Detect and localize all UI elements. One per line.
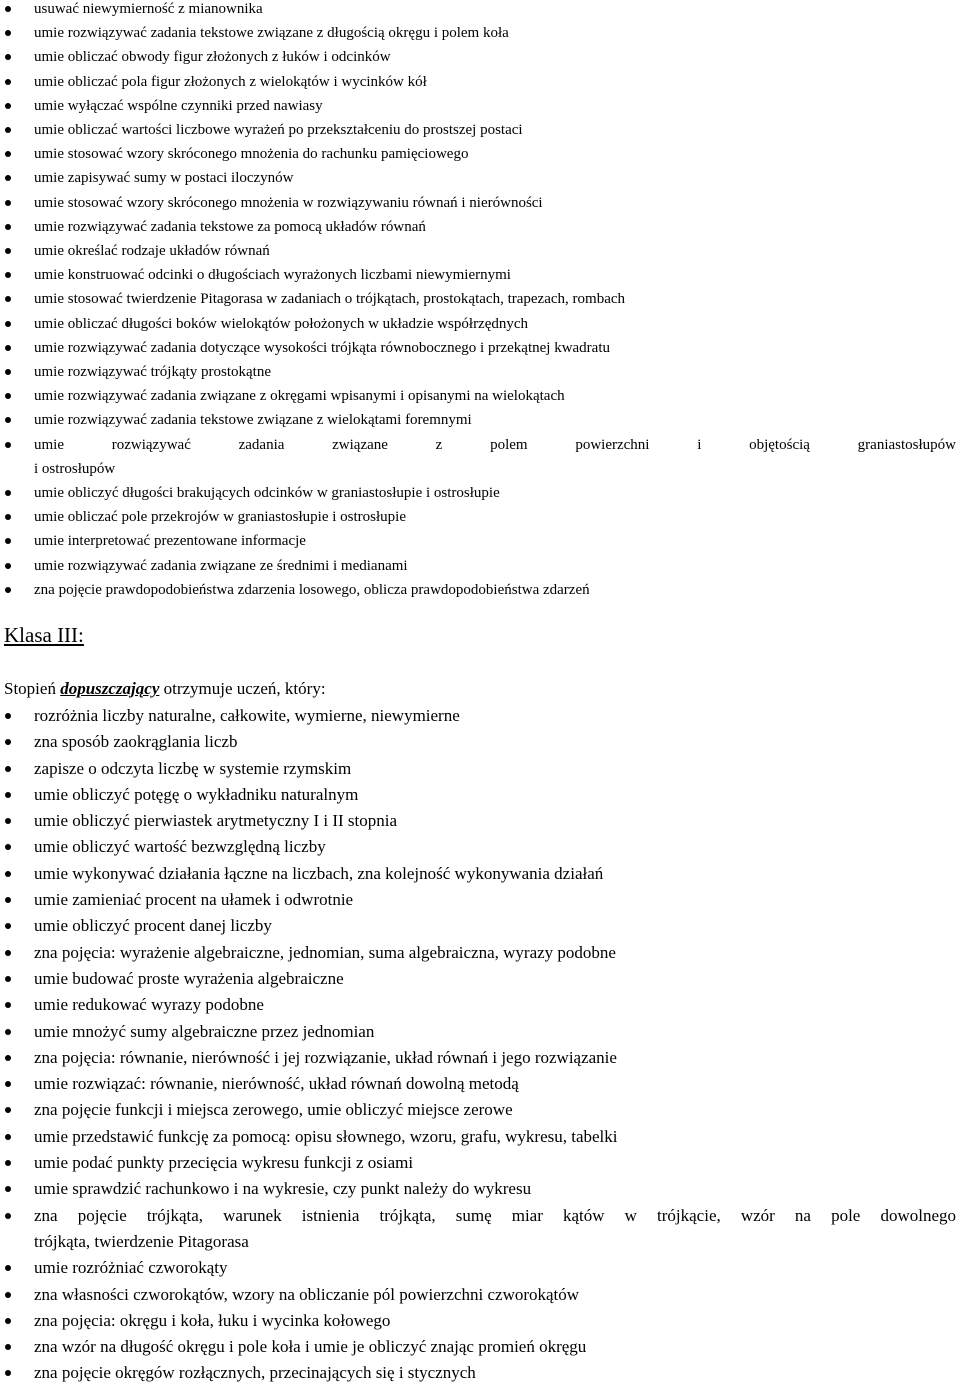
list-item: usuwać niewymierność z mianownika <box>0 0 960 21</box>
list-item: umie zapisywać sumy w postaci iloczynów <box>0 166 960 190</box>
section-heading: Klasa III: <box>4 623 84 647</box>
list-item-wrapped <box>0 1203 960 1256</box>
list-item: umie podać punkty przecięcia wykresu funkcji z osiami <box>0 1150 960 1176</box>
list-item: umie konstruować odcinki o długościach wyrażonych liczbami niewymiernymi <box>0 263 960 287</box>
list-item: umie określać rodzaje układów równań <box>0 239 960 263</box>
requirements-list-class-2 <box>0 0 960 602</box>
list-item: umie obliczać pola figur złożonych z wielokątów i wycinków kół <box>0 70 960 94</box>
list-item: zna własności czworokątów, wzory na obliczanie pól powierzchni czworokątów <box>0 1282 960 1308</box>
intro-prefix: Stopień <box>4 679 61 698</box>
list-item: umie rozwiązywać zadania tekstowe związane z wielokątami foremnymi <box>0 408 960 432</box>
list-item: umie obliczać wartości liczbowe wyrażeń po przekształceniu do prostszej postaci <box>0 118 960 142</box>
list-item: zna sposób zaokrąglania liczb <box>0 729 960 755</box>
list-item: zna pojęcie okręgów rozłącznych, przecinających się i stycznych <box>0 1360 960 1386</box>
list-item: umie zamieniać procent na ułamek i odwrotnie <box>0 887 960 913</box>
list-item: umie stosować twierdzenie Pitagorasa w zadaniach o trójkątach, prostokątach, trapezach, rombach <box>0 287 960 311</box>
list-item: umie sprawdzić rachunkowo i na wykresie, czy punkt należy do wykresu <box>0 1176 960 1202</box>
list-item: zna wzór na długość okręgu i pole koła i umie je obliczyć znając promień okręgu <box>0 1334 960 1360</box>
list-item-line: i ostrosłupów <box>34 460 116 477</box>
grade-intro <box>4 677 326 701</box>
list-item: umie redukować wyrazy podobne <box>0 992 960 1018</box>
list-item: umie obliczyć wartość bezwzględną liczby <box>0 834 960 860</box>
list-item-wrapped <box>0 433 960 481</box>
list-item: zna pojęcia: równanie, nierówność i jej rozwiązanie, układ równań i jego rozwiązanie <box>0 1045 960 1071</box>
list-item: zapisze o odczyta liczbę w systemie rzymskim <box>0 756 960 782</box>
list-item: umie wyłączać wspólne czynniki przed nawiasy <box>0 94 960 118</box>
list-item: umie rozwiązywać zadania dotyczące wysokości trójkąta równobocznego i przekątnej kwadratu <box>0 336 960 360</box>
list-item: umie budować proste wyrażenia algebraiczne <box>0 966 960 992</box>
list-item: umie rozwiązywać trójkąty prostokątne <box>0 360 960 384</box>
list-item: umie interpretować prezentowane informacje <box>0 529 960 553</box>
list-item: umie rozróżniać czworokąty <box>0 1255 960 1281</box>
list-item-line: zna pojęcie trójkąta, warunek istnienia trójkąta, sumę miar kątów w trójkącie, wzór na pole dowolnego <box>34 1205 956 1225</box>
list-item: umie stosować wzory skróconego mnożenia do rachunku pamięciowego <box>0 142 960 166</box>
list-item: umie rozwiązać: równanie, nierówność, układ równań dowolną metodą <box>0 1071 960 1097</box>
list-item: rozróżnia liczby naturalne, całkowite, wymierne, niewymierne <box>0 703 960 729</box>
list-item: umie obliczyć długości brakujących odcinków w graniastosłupie i ostrosłupie <box>0 481 960 505</box>
list-item: umie obliczyć procent danej liczby <box>0 913 960 939</box>
list-item: umie wykonywać działania łączne na liczbach, zna kolejność wykonywania działań <box>0 861 960 887</box>
list-item: umie stosować wzory skróconego mnożenia w rozwiązywaniu równań i nierówności <box>0 191 960 215</box>
intro-suffix: otrzymuje uczeń, który: <box>159 679 326 698</box>
list-item: umie mnożyć sumy algebraiczne przez jednomian <box>0 1019 960 1045</box>
list-item: umie rozwiązywać zadania tekstowe za pomocą układów równań <box>0 215 960 239</box>
list-item: umie rozwiązywać zadania związane ze średnimi i medianami <box>0 554 960 578</box>
list-item: umie obliczać obwody figur złożonych z łuków i odcinków <box>0 45 960 69</box>
list-item: umie rozwiązywać zadania związane z okręgami wpisanymi i opisanymi na wielokątach <box>0 384 960 408</box>
grade-name: dopuszczający <box>60 679 160 698</box>
list-item: umie obliczyć pierwiastek arytmetyczny I i II stopnia <box>0 808 960 834</box>
list-item: umie obliczyć potęgę o wykładniku naturalnym <box>0 782 960 808</box>
list-item-line: umie rozwiązywać zadania związane z polem powierzchni i objętością graniastosłupów <box>34 436 956 453</box>
list-item: umie przedstawić funkcję za pomocą: opisu słownego, wzoru, grafu, wykresu, tabelki <box>0 1124 960 1150</box>
list-item: umie obliczać pole przekrojów w graniastosłupie i ostrosłupie <box>0 505 960 529</box>
list-item: umie obliczać długości boków wielokątów położonych w układzie współrzędnych <box>0 312 960 336</box>
list-item-line: trójkąta, twierdzenie Pitagorasa <box>34 1231 249 1251</box>
list-item: zna pojęcia: wyrażenie algebraiczne, jednomian, suma algebraiczna, wyrazy podobne <box>0 940 960 966</box>
list-item: zna pojęcia: okręgu i koła, łuku i wycinka kołowego <box>0 1308 960 1334</box>
requirements-list-class-3 <box>0 703 960 1387</box>
list-item: zna pojęcie funkcji i miejsca zerowego, umie obliczyć miejsce zerowe <box>0 1097 960 1123</box>
list-item: umie rozwiązywać zadania tekstowe związane z długością okręgu i polem koła <box>0 21 960 45</box>
list-item: zna pojęcie prawdopodobieństwa zdarzenia losowego, oblicza prawdopodobieństwa zdarzeń <box>0 578 960 602</box>
